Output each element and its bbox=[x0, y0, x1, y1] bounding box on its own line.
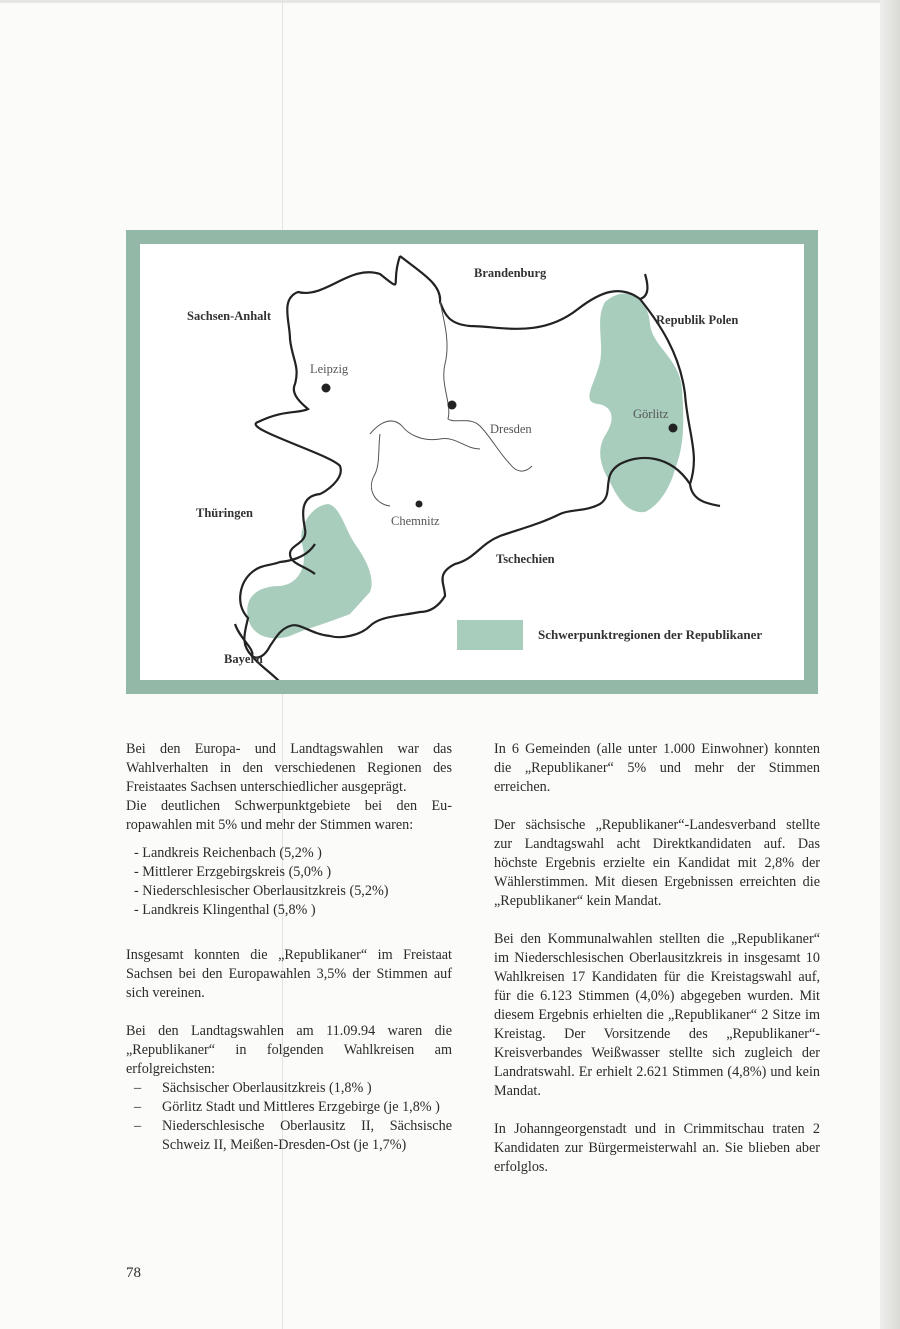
map-frame bbox=[126, 230, 818, 694]
paragraph: In 6 Gemeinden (alle unter 1.000 Einwohner) konnten die „Republikaner“ 5% und mehr der Stimmen erreichen. bbox=[494, 741, 820, 795]
list-item: – Sächsischer Oberlausitzkreis (1,8% ) bbox=[134, 1080, 372, 1096]
europawahl-list bbox=[126, 844, 452, 920]
paragraph: Die deutlichen Schwerpunktgebiete bei den Europawahlen mit 5% und mehr der Stimmen waren: bbox=[126, 798, 452, 833]
chemnitz-dot bbox=[416, 501, 423, 508]
label-brandenburg: Brandenburg bbox=[474, 266, 547, 280]
label-goerlitz: Görlitz bbox=[633, 407, 669, 421]
list-item: – Niederschlesische Oberlausitz II, Sächsische Schweiz II, Meißen-Dresden-Ost (je 1,7%) bbox=[134, 1118, 452, 1153]
paragraph: Bei den Europa- und Landtagswahlen war das Wahlverhalten in den verschiedenen Regionen des Freistaates Sachsen unterschiedlicher ausgeprägt. bbox=[126, 741, 452, 795]
label-republik-polen: Republik Polen bbox=[656, 313, 739, 327]
list-item: - Mittlerer Erzgebirgskreis (5,0% ) bbox=[134, 864, 332, 880]
list-item: - Landkreis Klingenthal (5,8% ) bbox=[134, 902, 316, 918]
landtagswahl-list bbox=[126, 1079, 452, 1155]
label-tschechien: Tschechien bbox=[496, 552, 555, 566]
label-dresden: Dresden bbox=[490, 422, 532, 436]
legend-label: Schwerpunktregionen der Republikaner bbox=[538, 627, 763, 642]
label-thueringen: Thüringen bbox=[196, 506, 253, 520]
saxony-map bbox=[140, 244, 804, 680]
paragraph: Bei den Landtagswahlen am 11.09.94 waren die „Republikaner“ in folgenden Wahlkreisen am erfolgreichsten: bbox=[126, 1023, 452, 1077]
label-leipzig: Leipzig bbox=[310, 362, 349, 376]
page-number: 78 bbox=[126, 1265, 141, 1281]
list-item: - Landkreis Reichenbach (5,2% ) bbox=[134, 845, 322, 861]
label-chemnitz: Chemnitz bbox=[391, 514, 440, 528]
label-bayern: Bayern bbox=[224, 652, 263, 666]
leipzig-dot bbox=[322, 384, 331, 393]
list-item: – Görlitz Stadt und Mittleres Erzgebirge (je 1,8% ) bbox=[134, 1099, 440, 1115]
right-column bbox=[494, 740, 820, 1177]
label-sachsen-anhalt: Sachsen-Anhalt bbox=[187, 309, 272, 323]
paragraph: Bei den Kommunalwahlen stellten die „Republikaner“ im Niederschlesischen Oberlausitzkreis in insgesamt 10 Wahlkreisen 17 Kandidaten für die Kreistagswahl auf, für die 6.123 Stimmen (4,0%) abgegeben wurden. Mit diesem Ergebnis erhielten die „Republikaner“ 2 Sitze im Kreistag. Der Vorsitzende des „Republikaner“-Kreisverbandes Weißwasser stellte sich zugleich der Landratswahl. Er erhielt 2.621 Stimmen (4,8%) und kein Mandat. bbox=[494, 931, 820, 1099]
legend-swatch bbox=[457, 620, 523, 650]
dresden-dot bbox=[448, 401, 457, 410]
left-column bbox=[126, 740, 452, 1155]
goerlitz-dot bbox=[669, 424, 678, 433]
top-rule bbox=[0, 0, 900, 3]
paragraph: Der sächsische „Republikaner“-Landesverband stellte zur Landtagswahl acht Direktkandidaten auf. Das höchste Ergebnis erzielte ein Kandidat mit 2,8% der Wählerstimmen. Mit diesen Ergebnissen erreichten die „Republikaner“ kein Mandat. bbox=[494, 817, 820, 909]
page-edge-shadow bbox=[880, 0, 900, 1329]
list-item: - Niederschlesischer Oberlausitzkreis (5,2%) bbox=[134, 883, 389, 899]
paragraph: Insgesamt konnten die „Republikaner“ im Freistaat Sachsen bei den Europawahlen 3,5% der Stimmen auf sich vereinen. bbox=[126, 947, 452, 1001]
paragraph: In Johanngeorgenstadt und in Crimmitschau traten 2 Kandidaten zur Bürgermeisterwahl an. Sie blieben aber erfolglos. bbox=[494, 1121, 820, 1175]
